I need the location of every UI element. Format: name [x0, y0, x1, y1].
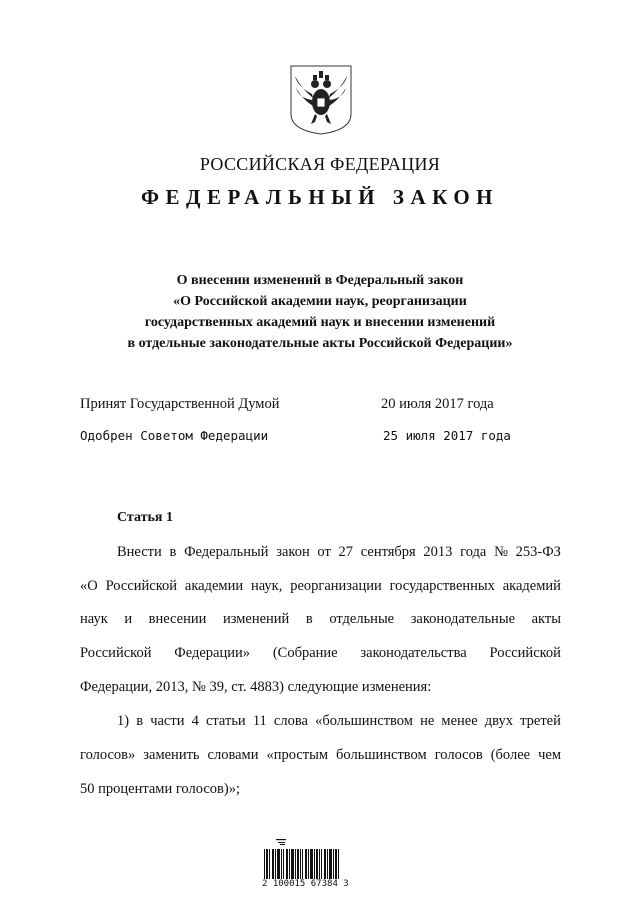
paragraph-line: 50 процентами голосов)»; [80, 781, 240, 797]
law-title-line: О внесении изменений в Федеральный закон [176, 273, 464, 288]
law-title-line: в отдельные законодательные акты Российской Федерации» [127, 336, 513, 351]
law-type-heading: ФЕДЕРАЛЬНЫЙ ЗАКОН [141, 185, 499, 209]
paragraph-line: Российской Федерации» (Собрание законодательства Российской [80, 645, 561, 661]
paragraph-line: 1) в части 4 статьи 11 слова «большинством не менее двух третей [117, 713, 561, 729]
paragraph-line: голосов» заменить словами «простым большинством голосов (более чем [80, 747, 561, 763]
coat-of-arms-icon [287, 64, 355, 136]
approved-date: 25 июля 2017 года [383, 428, 511, 443]
law-title-line: «О Российской академии наук, реорганизации [173, 294, 467, 309]
paragraph-line: «О Российской академии наук, реорганизации государственных академий [80, 578, 561, 594]
paragraph-line: Внести в Федеральный закон от 27 сентября 2013 года № 253-ФЗ [117, 544, 561, 560]
paragraph-line: Федерации, 2013, № 39, ст. 4883) следующие изменения: [80, 679, 432, 695]
law-title-line: государственных академий наук и внесении изменений [144, 315, 496, 330]
approved-by-council-label: Одобрен Советом Федерации [80, 428, 269, 443]
barcode-icon [262, 839, 342, 879]
adopted-by-duma-label: Принят Государственной Думой [80, 396, 280, 412]
barcode-number: 2 100015 67384 3 [262, 879, 349, 889]
paragraph-line: наук и внесении изменений в отдельные законодательные акты [80, 611, 561, 627]
adopted-date: 20 июля 2017 года [381, 396, 494, 412]
article-heading: Статья 1 [117, 510, 173, 525]
country-name: РОССИЙСКАЯ ФЕДЕРАЦИЯ [199, 154, 441, 174]
